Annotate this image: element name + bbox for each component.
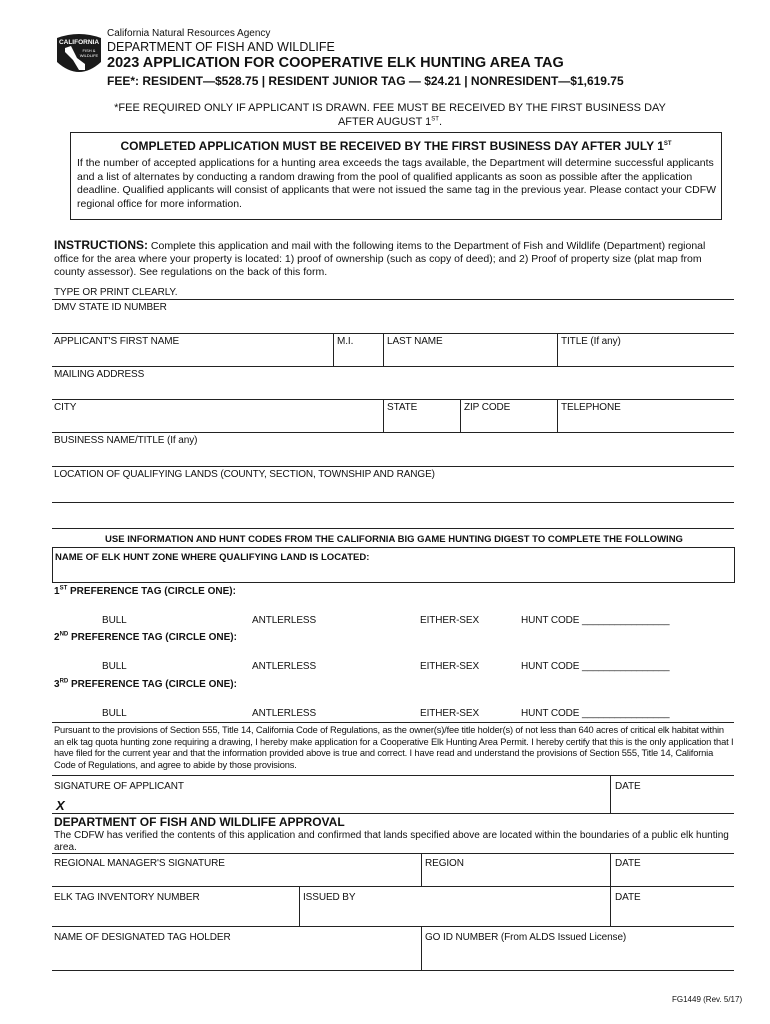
approval-date-input[interactable] <box>611 869 733 885</box>
pref2-antlerless[interactable]: ANTLERLESS <box>252 661 317 672</box>
approval-date-label: DATE <box>615 858 641 869</box>
approval-heading: DEPARTMENT OF FISH AND WILDLIFE APPROVAL <box>54 815 345 829</box>
approval-note: The CDFW has verified the contents of this application and confirmed that lands specified above are located within the boundaries of a public elk hunting area. <box>54 830 729 853</box>
mailing-address-input[interactable] <box>52 380 734 398</box>
tag-holder-input[interactable] <box>52 944 420 969</box>
title-label: TITLE (If any) <box>561 336 621 347</box>
pref1-label: 1ST PREFERENCE TAG (CIRCLE ONE): <box>54 585 236 597</box>
applicant-signature-input[interactable] <box>70 792 608 812</box>
pref2-bull[interactable]: BULL <box>102 661 127 672</box>
location-label: LOCATION OF QUALIFYING LANDS (COUNTY, SECTION, TOWNSHIP AND RANGE) <box>54 469 435 480</box>
issued-by-input[interactable] <box>300 904 609 925</box>
fee-note: *FEE REQUIRED ONLY IF APPLICANT IS DRAWN. FEE MUST BE RECEIVED BY THE FIRST BUSINESS DAY AFTER AUGUST 1ST. <box>114 102 666 128</box>
go-id-input[interactable] <box>422 944 733 969</box>
hunt-zone-label: NAME OF ELK HUNT ZONE WHERE QUALIFYING LAND IS LOCATED: <box>55 552 370 563</box>
pref1-hunt-code[interactable]: HUNT CODE ________________ <box>521 615 670 626</box>
location-input[interactable] <box>52 480 734 528</box>
svg-text:CALIFORNIA: CALIFORNIA <box>58 39 100 46</box>
certification-text: Pursuant to the provisions of Section 555, Title 14, California Code of Regulations, as the owner(s)/fee title holder(s) of not less than 640 acres of critical elk habitat within an elk tag quota hunting zone requiring a drawing, I hereby make application for a Cooperative Elk Hunting Area Permit. I hereby certify that this is the only application that I have filed for the current year and that the information provided above is true and correct. I have read and understand the provisions of Section 555, Title 14, California Code of Regulations, and agree to abide by those provisions. <box>54 725 734 770</box>
pref2-label: 2ND PREFERENCE TAG (CIRCLE ONE): <box>54 631 237 643</box>
pref3-antlerless[interactable]: ANTLERLESS <box>252 708 317 719</box>
first-name-input[interactable] <box>52 347 332 365</box>
region-label: REGION <box>425 858 464 869</box>
region-input[interactable] <box>422 869 609 885</box>
city-label: CITY <box>54 402 77 413</box>
hunt-zone-input[interactable] <box>53 564 734 581</box>
department-name: DEPARTMENT OF FISH AND WILDLIFE <box>107 40 335 54</box>
svg-text:FISH &: FISH & <box>82 48 96 53</box>
pref2-either-sex[interactable]: EITHER-SEX <box>420 661 480 672</box>
tag-holder-label: NAME OF DESIGNATED TAG HOLDER <box>54 932 231 943</box>
mi-input[interactable] <box>334 347 382 365</box>
svg-text:WILDLIFE: WILDLIFE <box>79 53 99 58</box>
cdfw-logo <box>55 32 103 80</box>
form-title: 2023 APPLICATION FOR COOPERATIVE ELK HUNTING AREA TAG <box>107 55 564 71</box>
print-clearly-note: TYPE OR PRINT CLEARLY. <box>54 287 178 298</box>
fee-line: FEE*: RESIDENT—$528.75 | RESIDENT JUNIOR TAG — $24.21 | NONRESIDENT—$1,619.75 <box>107 74 624 88</box>
issued-date-label: DATE <box>615 892 641 903</box>
telephone-label: TELEPHONE <box>561 402 621 413</box>
state-label: STATE <box>387 402 418 413</box>
instructions: INSTRUCTIONS: Complete this application and mail with the following items to the Department of Fish and Wildlife (Department) regional office for the area where your property is located: 1) proof of ownership (such as copy of deed); and 2) Proof of property size (plat map from county assessor). See regulations on the back of this form. <box>54 238 706 278</box>
deadline-notice-box <box>70 132 722 220</box>
hunt-zone-box <box>52 547 735 583</box>
last-name-input[interactable] <box>384 347 556 365</box>
telephone-input[interactable] <box>558 413 734 431</box>
city-input[interactable] <box>52 413 382 431</box>
inventory-label: ELK TAG INVENTORY NUMBER <box>54 892 200 903</box>
business-input[interactable] <box>52 446 734 464</box>
use-info-heading: USE INFORMATION AND HUNT CODES FROM THE CALIFORNIA BIG GAME HUNTING DIGEST TO COMPLETE THE FOLLOWING <box>105 534 683 545</box>
zip-input[interactable] <box>461 413 556 431</box>
signature-x-mark: X <box>56 798 65 813</box>
form-number: FG1449 (Rev. 5/17) <box>672 995 743 1004</box>
mi-label: M.I. <box>337 336 354 347</box>
title-input[interactable] <box>558 347 734 365</box>
pref1-antlerless[interactable]: ANTLERLESS <box>252 615 317 626</box>
last-name-label: LAST NAME <box>387 336 443 347</box>
pref1-bull[interactable]: BULL <box>102 615 127 626</box>
deadline-body: If the number of accepted applications for a hunting area exceeds the tags available, the Department will determine successful applicants and a list of alternates by conducting a random drawing from the pool of qualified applicants as soon as possible after the application deadline. Qualified applicants will consist of applicants that were not issued the same tag in the previous year. Please contact your CDFW regional office for more information. <box>77 157 717 210</box>
pref3-hunt-code[interactable]: HUNT CODE ________________ <box>521 708 670 719</box>
business-label: BUSINESS NAME/TITLE (If any) <box>54 435 198 446</box>
issued-date-input[interactable] <box>611 904 733 925</box>
deadline-heading: COMPLETED APPLICATION MUST BE RECEIVED BY THE FIRST BUSINESS DAY AFTER JULY 1ST <box>120 139 672 153</box>
dmv-id-input[interactable] <box>52 312 734 332</box>
go-id-label: GO ID NUMBER (From ALDS Issued License) <box>425 932 627 943</box>
signature-date-input[interactable] <box>611 792 733 812</box>
manager-signature-input[interactable] <box>52 869 420 885</box>
first-name-label: APPLICANT'S FIRST NAME <box>54 336 180 347</box>
dmv-id-label: DMV STATE ID NUMBER <box>54 302 167 313</box>
pref3-bull[interactable]: BULL <box>102 708 127 719</box>
mailing-address-label: MAILING ADDRESS <box>54 369 145 380</box>
agency-name: California Natural Resources Agency <box>107 28 271 39</box>
signature-label: SIGNATURE OF APPLICANT <box>54 781 184 792</box>
pref3-either-sex[interactable]: EITHER-SEX <box>420 708 480 719</box>
pref1-either-sex[interactable]: EITHER-SEX <box>420 615 480 626</box>
manager-signature-label: REGIONAL MANAGER'S SIGNATURE <box>54 858 225 869</box>
inventory-input[interactable] <box>52 904 298 925</box>
issued-by-label: ISSUED BY <box>303 892 356 903</box>
zip-label: ZIP CODE <box>464 402 511 413</box>
signature-date-label: DATE <box>615 781 641 792</box>
state-input[interactable] <box>384 413 459 431</box>
pref2-hunt-code[interactable]: HUNT CODE ________________ <box>521 661 670 672</box>
pref3-label: 3RD PREFERENCE TAG (CIRCLE ONE): <box>54 678 237 690</box>
